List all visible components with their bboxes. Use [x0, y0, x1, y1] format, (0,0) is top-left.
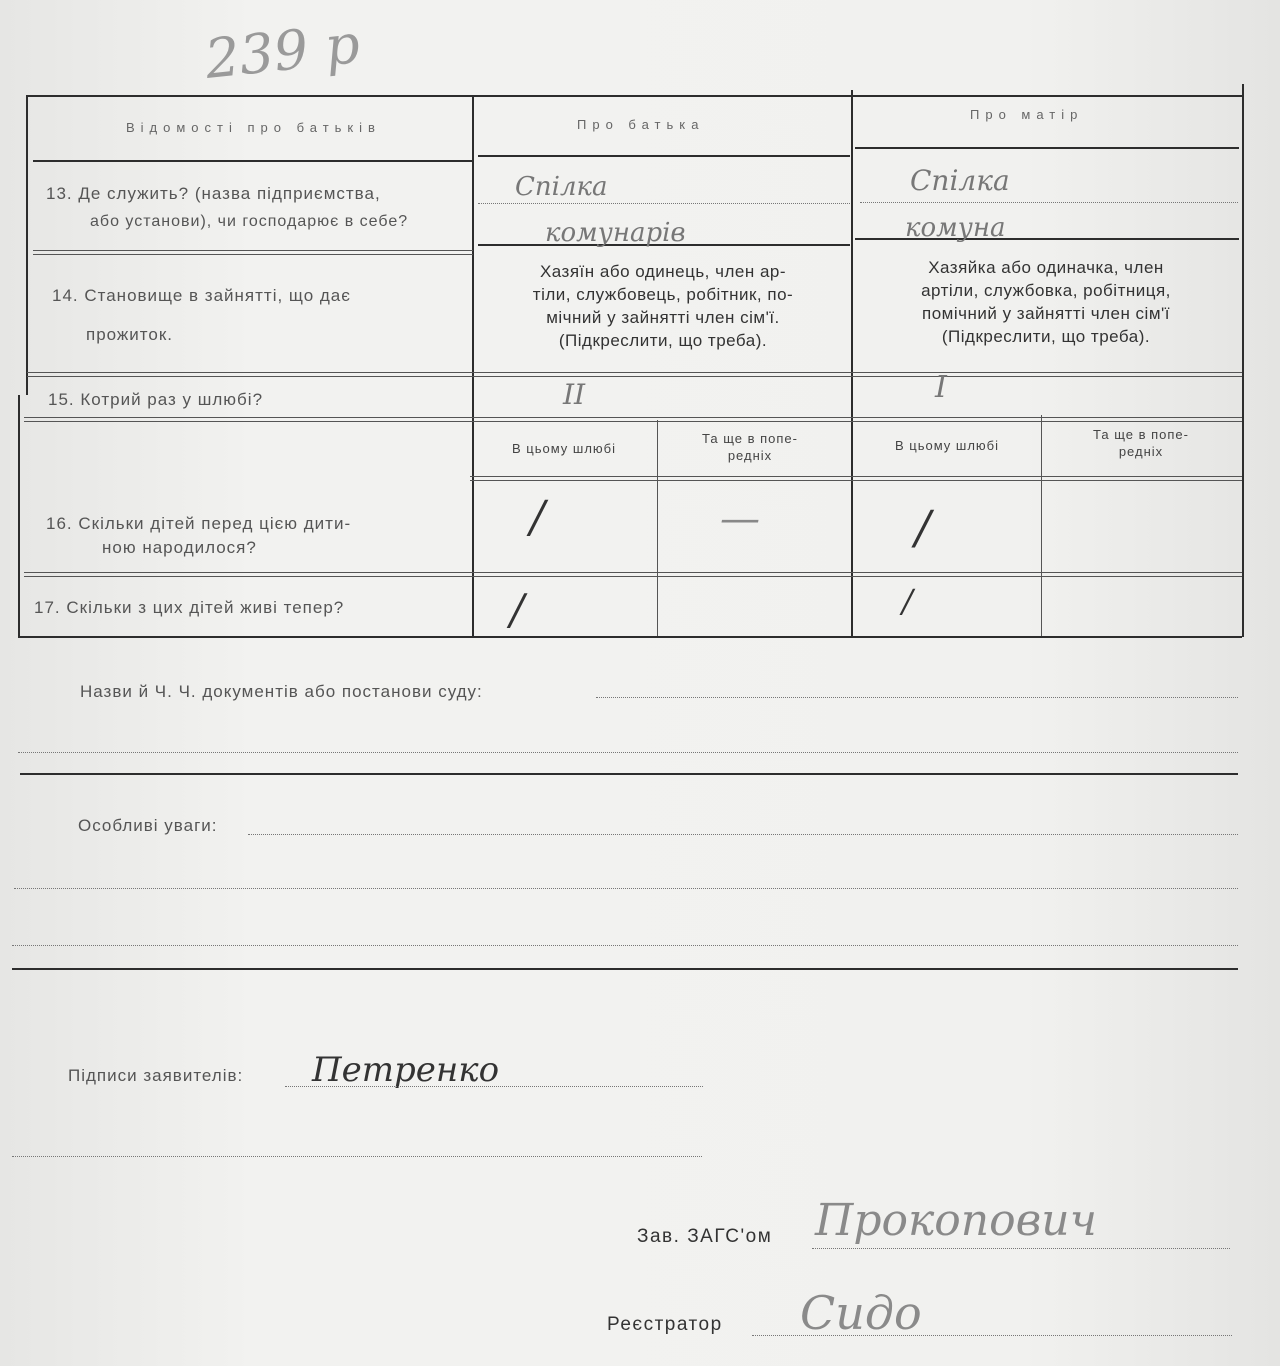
q17-label: 17. Скільки з цих дітей живі тепер? [34, 598, 345, 617]
documents-divider [20, 773, 1238, 775]
q15-father-hand: II [563, 378, 586, 411]
q14-label-2: прожиток. [86, 325, 174, 344]
documents-label: Назви й Ч. Ч. документів або постанови суду: [80, 682, 483, 701]
q16-mother-sub-prev-1: Та ще в попе- [1093, 427, 1189, 442]
remarks-line-2 [14, 888, 1238, 889]
head-signature: Прокопович [815, 1195, 1097, 1246]
q16-father-sub-prev-1: Та ще в попе- [702, 431, 798, 446]
remarks-line-3 [12, 945, 1238, 946]
header-info: Відомості про батьків [126, 120, 381, 135]
q13-mother-hand-1: Спілка [910, 164, 1010, 197]
q14-father-line-2: тіли, службовець, робітник, по- [532, 285, 794, 304]
q16-mother-sub-prev [1045, 426, 1237, 460]
q14-father-line-3: мічний у зайнятті член сім'ї. [546, 308, 780, 327]
q16-mother-sub-prev-2: редніх [1118, 444, 1164, 459]
q16-father-prev-hand: — [720, 496, 760, 542]
q13-label-1: 13. Де служить? (назва підприємства, [46, 184, 381, 203]
q14-mother-line-4: (Підкреслити, що треба). [941, 327, 1151, 346]
applicant-signature: Петренко [312, 1050, 500, 1090]
q13-mother-hand-2: комуна [905, 213, 1006, 243]
documents-line-1 [596, 697, 1238, 698]
remarks-label: Особливі уваги: [78, 816, 218, 835]
q16-father-sub-prev [660, 430, 840, 464]
q15-label: 15. Котрий раз у шлюбі? [48, 390, 264, 409]
q16-father-sub-prev-2: редніх [727, 448, 773, 463]
q13-father-hand-1: Спілка [515, 172, 608, 202]
registrar-line [752, 1335, 1232, 1336]
q17-mother-this-hand: / [902, 582, 913, 620]
q14-father-options [480, 260, 846, 352]
remarks-line-1 [248, 834, 1238, 835]
registrar-label: Реєстратор [607, 1314, 723, 1335]
q16-father-sub-this: В цьому шлюбі [511, 441, 617, 456]
q16-label-2: ною народилося? [102, 538, 257, 557]
header-father: Про батька [577, 117, 705, 132]
q14-mother-line-3: помічний у зайнятті член сім'ї [922, 304, 1170, 323]
q16-mother-this-hand: / [915, 500, 931, 554]
q16-label-1: 16. Скільки дітей перед цією дити- [46, 514, 352, 533]
registrar-signature: Сидо [800, 1286, 922, 1340]
q15-mother-hand: I [935, 370, 947, 405]
q16-mother-sub-this: В цьому шлюбі [894, 438, 1000, 453]
q14-mother-line-2: артіли, службовка, робітниця, [921, 281, 1171, 300]
q16-father-this-hand: / [530, 492, 545, 543]
q14-mother-line-1: Хазяйка або одиначка, член [928, 258, 1164, 277]
page-number-stamp: 239 р [202, 12, 363, 91]
q14-mother-options [858, 256, 1234, 348]
q14-father-line-4: (Підкреслити, що треба). [558, 331, 768, 350]
documents-line-2 [18, 752, 1238, 753]
q17-father-this-hand: / [510, 585, 525, 634]
remarks-divider [12, 968, 1238, 970]
head-line [812, 1248, 1230, 1249]
header-mother: Про матір [970, 107, 1084, 122]
head-label: Зав. ЗАГС'ом [637, 1226, 773, 1247]
signatures-line-2 [12, 1156, 702, 1157]
signatures-label: Підписи заявителів: [68, 1066, 244, 1085]
q14-father-line-1: Хазяїн або одинець, член ар- [539, 262, 787, 281]
q14-label-1: 14. Становище в зайнятті, що дає [52, 286, 351, 305]
q13-label-2: або установи), чи господарює в себе? [90, 213, 409, 230]
q13-father-hand-2: комунарів [545, 218, 686, 248]
signatures-line-1 [285, 1086, 703, 1087]
